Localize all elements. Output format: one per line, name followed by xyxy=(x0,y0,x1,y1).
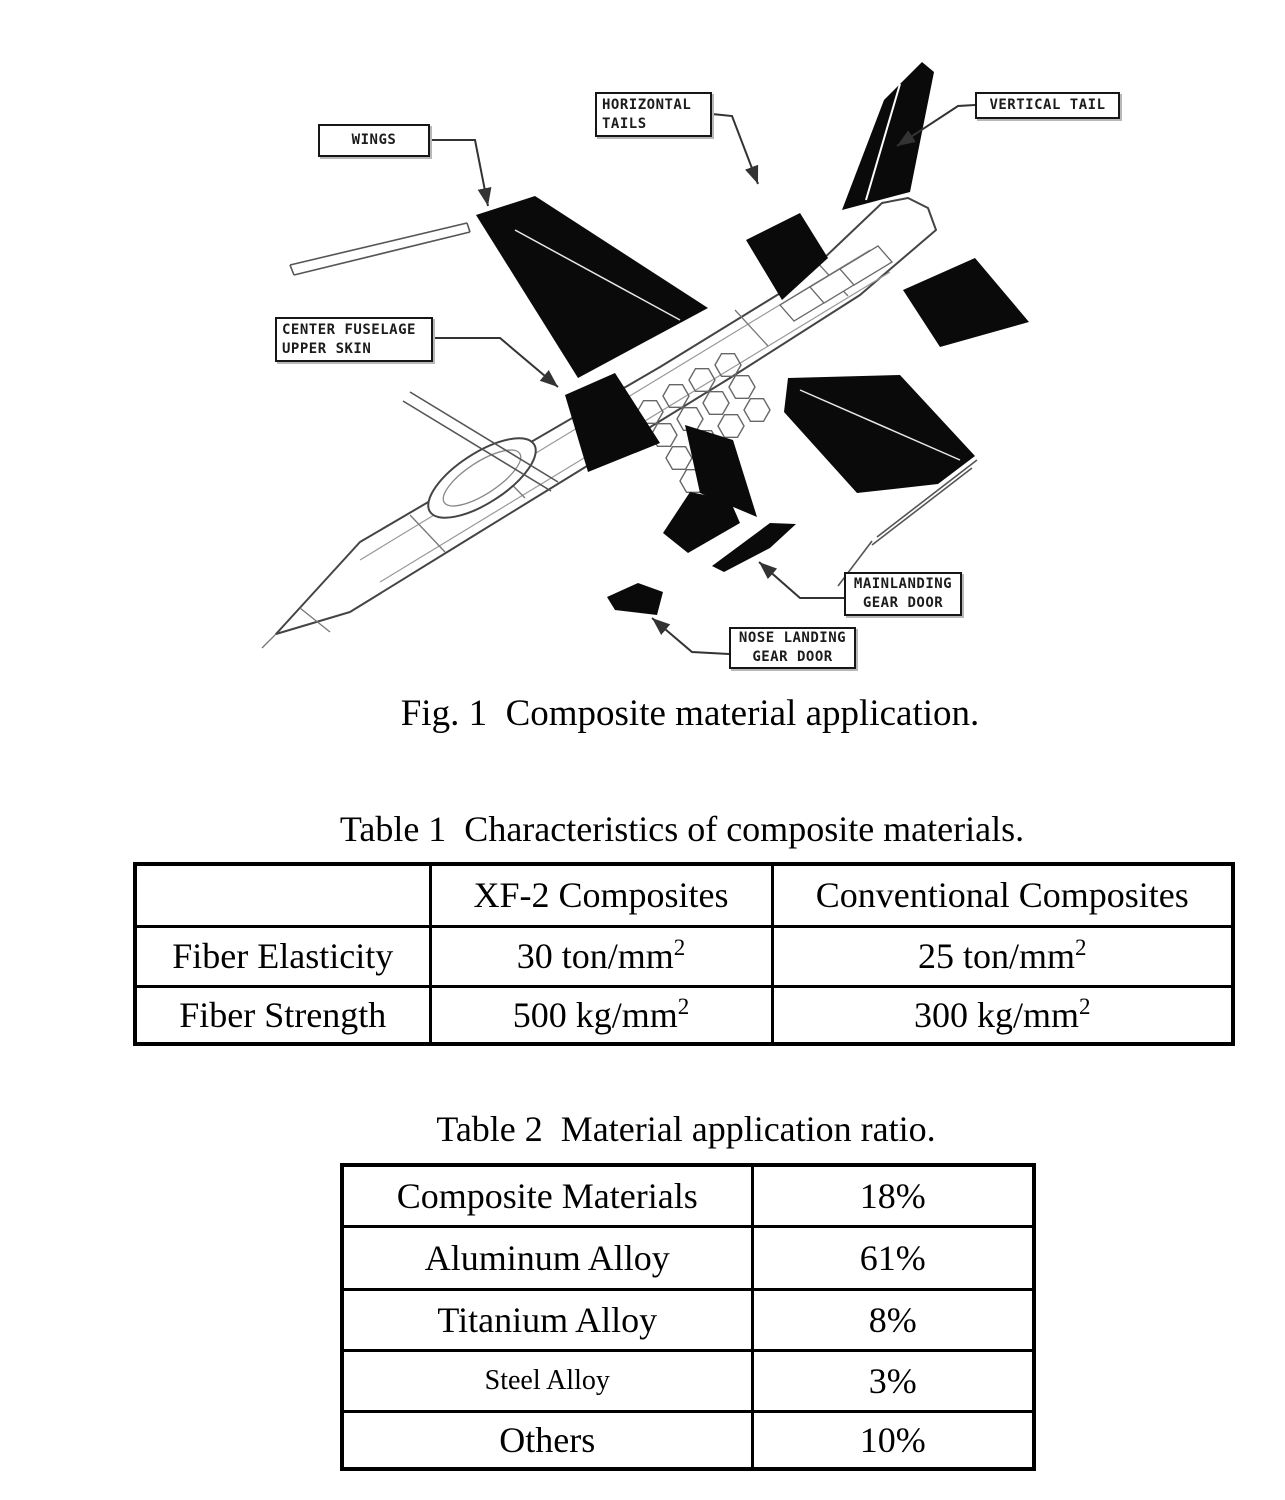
label-horizontal-tails xyxy=(595,92,712,137)
center-fuselage-leader xyxy=(433,338,558,387)
table1-row-strength xyxy=(135,986,1233,1044)
table2-cell-material: Composite Materials xyxy=(342,1165,752,1226)
table2-row-aluminum xyxy=(342,1226,1034,1289)
table1-cell-conv-strength: 300 $kg/mm^2$ xyxy=(772,986,1233,1044)
table2-cell-ratio: 3% xyxy=(752,1350,1034,1411)
left-wing-composite xyxy=(476,196,708,378)
horizontal-tails-leader xyxy=(712,114,758,184)
table2-cell-material: Titanium Alloy xyxy=(342,1289,752,1350)
label-horizontal-tails-line2: TAILS xyxy=(602,115,647,132)
label-center-fuselage-line1: CENTER FUSELAGE xyxy=(282,321,416,338)
table2-cell-material: Steel Alloy xyxy=(342,1350,752,1411)
table1-header-empty xyxy=(135,864,430,926)
nose-gear-leader xyxy=(652,618,729,654)
table1-cell-label: Fiber Elasticity xyxy=(135,926,430,986)
table2-row-titanium xyxy=(342,1289,1034,1350)
label-wings-text: WINGS xyxy=(351,132,397,148)
label-wings xyxy=(318,124,430,157)
main-gear-door-1 xyxy=(663,492,740,553)
figure-caption: Fig. 1 Composite material application. xyxy=(400,693,980,734)
right-horizontal-tail-composite xyxy=(903,258,1029,347)
table2-cell-ratio: 61% xyxy=(752,1226,1034,1289)
table1-cell-label: Fiber Strength xyxy=(135,986,430,1044)
table1-cell-xf2-strength: 500 $kg/mm^2$ xyxy=(430,986,772,1044)
wings-leader xyxy=(432,140,488,206)
leading-edge-strip xyxy=(290,223,470,275)
table1-cell-conv-elasticity: 25 ton/$mm^2$ xyxy=(772,926,1233,986)
table1-cell-xf2-elasticity: 30 ton/$mm^2$ xyxy=(430,926,772,986)
table2-cell-ratio: 10% xyxy=(752,1411,1034,1469)
table1-row-elasticity xyxy=(135,926,1233,986)
table2-row-steel xyxy=(342,1350,1034,1411)
table2-cell-material: Aluminum Alloy xyxy=(342,1226,752,1289)
nose-gear-door xyxy=(607,583,663,615)
label-nose-landing-line1: NOSE LANDING xyxy=(738,630,847,646)
table1-header-xf2: XF-2 Composites xyxy=(430,864,772,926)
figure-1 xyxy=(260,60,1120,680)
label-main-landing-gear xyxy=(844,572,962,616)
table1-header-row xyxy=(135,864,1233,926)
table2 xyxy=(340,1163,1036,1471)
table2-row-others xyxy=(342,1411,1034,1469)
label-main-landing-line1: MAINLANDING xyxy=(853,576,953,592)
label-horizontal-tails-line1: HORIZONTAL xyxy=(602,96,692,113)
table1-header-conventional: Conventional Composites xyxy=(772,864,1233,926)
table2-caption: Table 2 Material application ratio. xyxy=(436,1109,936,1149)
table2-row-composite xyxy=(342,1165,1034,1226)
right-wing-composite xyxy=(784,375,975,493)
label-nose-landing-gear xyxy=(729,627,856,669)
table2-cell-ratio: 8% xyxy=(752,1289,1034,1350)
table1-caption: Table 1 Characteristics of composite materials. xyxy=(339,809,1025,849)
label-vertical-tail xyxy=(975,92,1120,119)
vertical-tail-composite xyxy=(842,62,934,210)
table1 xyxy=(133,862,1235,1046)
table2-cell-ratio: 18% xyxy=(752,1165,1034,1226)
label-main-landing-line2: GEAR DOOR xyxy=(862,595,944,611)
label-nose-landing-line2: GEAR DOOR xyxy=(752,649,833,665)
table2-cell-material: Others xyxy=(342,1411,752,1469)
main-gear-leader xyxy=(759,562,844,598)
label-center-fuselage-line2: UPPER SKIN xyxy=(282,340,372,357)
label-vertical-tail-text: VERTICAL TAIL xyxy=(989,97,1106,113)
label-center-fuselage xyxy=(275,317,433,362)
